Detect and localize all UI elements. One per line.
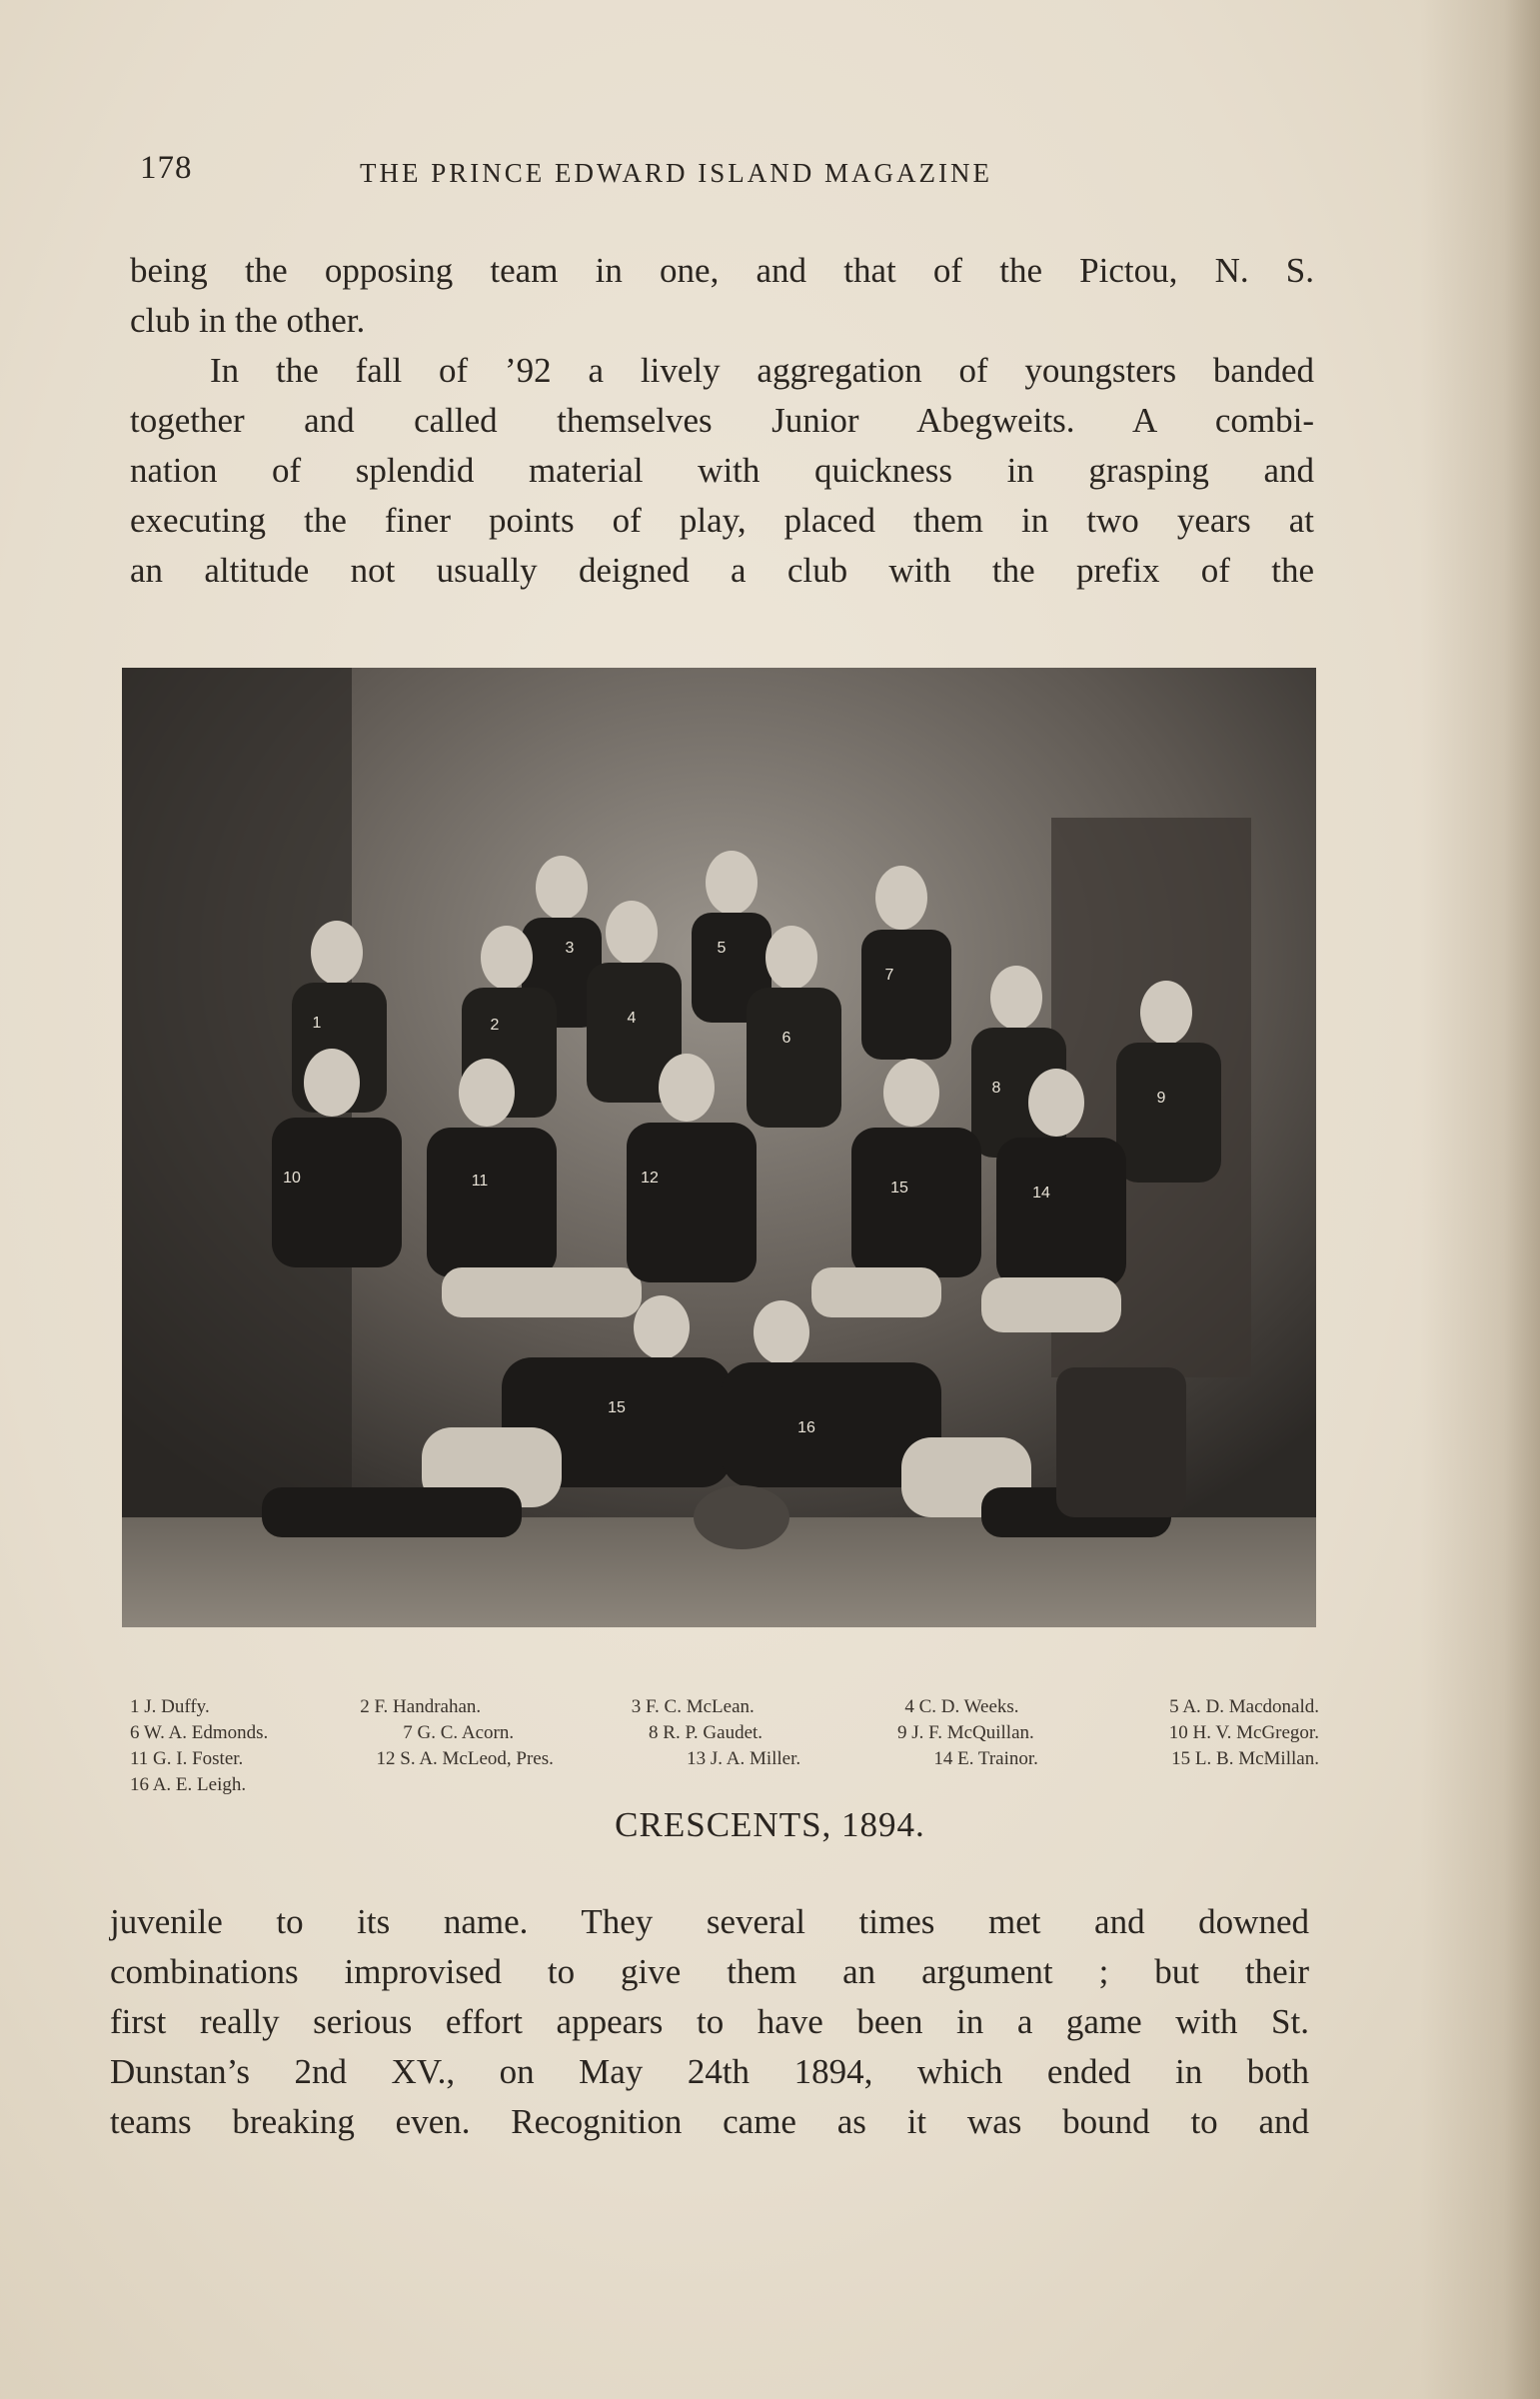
rugby-ball — [694, 1485, 789, 1549]
team-photograph — [122, 668, 1316, 1627]
text-line: club in the other. — [130, 301, 366, 340]
jersey-number: 2 — [490, 1017, 500, 1034]
jersey-number: 1 — [312, 1015, 322, 1032]
jersey-number: 15 — [890, 1180, 908, 1197]
text-line: an altitude not usually deigned a club with the prefix of the — [130, 551, 1314, 590]
credit-entry: 2 F. Handrahan. — [360, 1696, 482, 1717]
text-line: Dunstan’s 2nd XV., on May 24th 1894, which ended in both — [110, 2052, 1309, 2091]
credit-entry: 11 G. I. Foster. — [130, 1748, 244, 1769]
page-edge-shadow — [1420, 0, 1540, 2399]
page-header — [140, 150, 1309, 200]
jersey-number: 8 — [991, 1080, 1001, 1097]
credit-entry: 5 A. D. Macdonald. — [1169, 1696, 1319, 1717]
jersey-number: 4 — [627, 1010, 637, 1027]
jersey-number: 12 — [641, 1170, 659, 1187]
credit-entry: 9 J. F. McQuillan. — [897, 1722, 1034, 1743]
running-title: THE PRINCE EDWARD ISLAND MAGAZINE — [360, 158, 992, 188]
paragraph — [130, 546, 1314, 596]
ornate-stool — [1056, 1367, 1186, 1517]
page-number: 178 — [140, 150, 193, 186]
jersey-number: 5 — [717, 940, 727, 957]
text-line: together and called themselves Junior Abegweits. A combi- — [130, 401, 1314, 440]
text-line: being the opposing team in one, and that of the Pictou, N. S. — [130, 251, 1314, 290]
text-line: nation of splendid material with quickness in grasping and — [130, 451, 1314, 490]
credits-row — [130, 1746, 1319, 1772]
text-line: juvenile to its name. They several times met and downed — [110, 1902, 1309, 1941]
credit-entry: 6 W. A. Edmonds. — [130, 1722, 269, 1743]
paragraph — [130, 346, 1314, 396]
paragraph — [130, 496, 1314, 546]
team-photo-illustration — [122, 668, 1316, 1627]
jersey-number: 14 — [1032, 1185, 1050, 1201]
credits-row — [130, 1720, 1319, 1746]
credit-entry: 1 J. Duffy. — [130, 1696, 210, 1717]
text-line: first really serious effort appears to have been in a game with St. — [110, 2002, 1309, 2041]
paragraph — [130, 396, 1314, 446]
jersey-number: 15 — [608, 1399, 626, 1416]
paragraph — [130, 246, 1314, 296]
photo-caption: CRESCENTS, 1894. — [615, 1805, 925, 1844]
credits-row — [130, 1694, 1319, 1720]
credit-entry: 10 H. V. McGregor. — [1168, 1722, 1319, 1743]
text-line: teams breaking even. Recognition came as it was bound to and — [110, 2102, 1309, 2141]
text-line: combinations improvised to give them an argument ; but their — [110, 1952, 1309, 1991]
credit-entry: 13 J. A. Miller. — [687, 1748, 801, 1769]
jersey-number: 11 — [471, 1173, 489, 1190]
paragraph — [130, 446, 1314, 496]
jersey-number: 10 — [283, 1170, 301, 1187]
credit-entry: 12 S. A. McLeod, Pres. — [376, 1748, 554, 1769]
credits-row — [130, 1772, 1319, 1798]
jersey-number: 7 — [884, 967, 894, 984]
photo-credits — [130, 1694, 1319, 1798]
jersey-number: 3 — [565, 940, 575, 957]
jersey-number: 6 — [781, 1030, 791, 1047]
jersey-number: 9 — [1156, 1090, 1166, 1107]
credit-entry: 4 C. D. Weeks. — [904, 1696, 1019, 1717]
jersey-number: 16 — [797, 1419, 815, 1436]
credit-entry: 14 E. Trainor. — [933, 1748, 1038, 1769]
bottom-text-block — [110, 1897, 1309, 2147]
text-line: executing the finer points of play, placed them in two years at — [130, 501, 1314, 540]
credit-entry: 16 A. E. Leigh. — [130, 1774, 247, 1795]
credit-entry: 15 L. B. McMillan. — [1171, 1748, 1319, 1769]
text-line: In the fall of ’92 a lively aggregation of youngsters banded — [210, 351, 1314, 390]
top-text-block — [130, 246, 1314, 596]
credit-entry: 8 R. P. Gaudet. — [649, 1722, 764, 1743]
credit-entry: 7 G. C. Acorn. — [403, 1722, 515, 1743]
credit-entry: 3 F. C. McLean. — [631, 1696, 755, 1717]
